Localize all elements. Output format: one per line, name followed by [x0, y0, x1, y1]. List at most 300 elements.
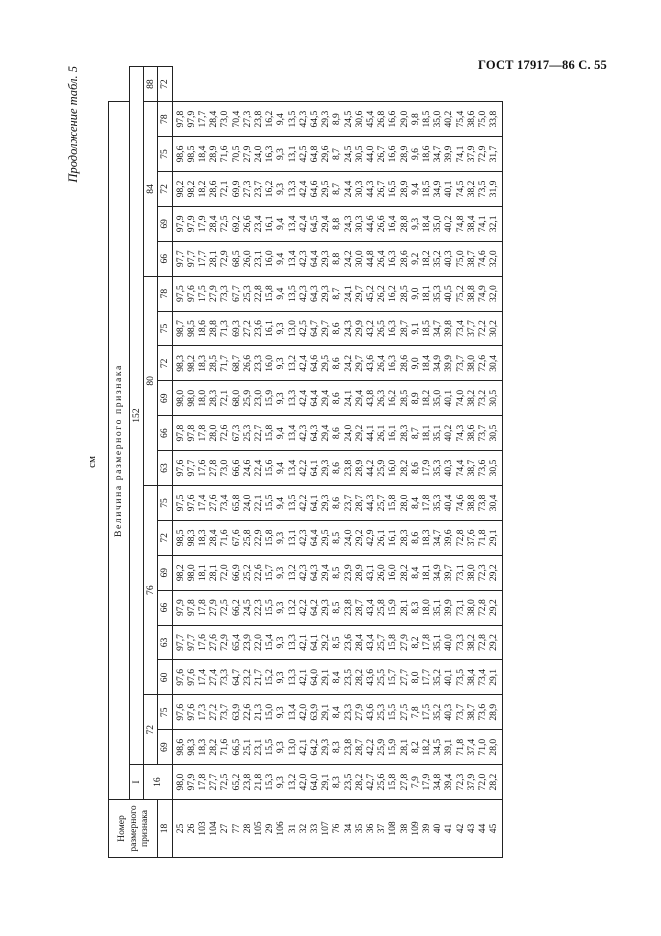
- row-number-cell: 107: [320, 800, 331, 858]
- value-cell: 35,1: [432, 590, 443, 625]
- row-number-cell: 37: [376, 800, 387, 858]
- value-cell: 26,1: [376, 520, 387, 555]
- value-cell: 71,3: [219, 311, 230, 346]
- value-cell: 98,6: [172, 730, 186, 765]
- value-cell: 71,0: [477, 730, 488, 765]
- row-number-cell: 34: [343, 800, 354, 858]
- value-cell: 70,4: [231, 102, 242, 137]
- value-cell: 43,6: [365, 346, 376, 381]
- value-cell: 72,0: [477, 765, 488, 800]
- value-cell: 29,3: [320, 485, 331, 520]
- value-cell: 67,7: [231, 276, 242, 311]
- value-cell: 8,4: [410, 485, 421, 520]
- table-row: [186, 67, 197, 858]
- value-cell: 18,0: [197, 381, 208, 416]
- value-cell: 64,4: [309, 241, 320, 276]
- value-cell: 23,4: [253, 206, 264, 241]
- value-cell: 97,7: [172, 241, 186, 276]
- value-cell: 30,6: [354, 102, 365, 137]
- value-cell: 26,0: [242, 241, 253, 276]
- value-cell: 29,3: [320, 451, 331, 486]
- table-row: [320, 67, 331, 858]
- value-cell: 30,2: [488, 311, 502, 346]
- value-cell: 27,9: [354, 695, 365, 730]
- value-cell: 27,4: [208, 660, 219, 695]
- value-cell: 97,9: [172, 590, 186, 625]
- value-cell: 63,9: [231, 695, 242, 730]
- value-cell: 22,1: [253, 485, 264, 520]
- value-cell: 13,2: [287, 590, 298, 625]
- data-table: [108, 66, 503, 858]
- value-cell: 42,4: [298, 346, 309, 381]
- value-cell: 72,9: [219, 241, 230, 276]
- value-cell: 98,7: [172, 311, 186, 346]
- value-cell: 71,7: [219, 346, 230, 381]
- value-cell: 15,8: [387, 625, 398, 660]
- value-cell: 42,7: [365, 765, 376, 800]
- value-cell: 9,3: [275, 555, 286, 590]
- value-cell: 43,6: [365, 660, 376, 695]
- value-cell: 73,4: [219, 485, 230, 520]
- value-cell: 7,9: [410, 765, 421, 800]
- value-cell: 13,5: [287, 102, 298, 137]
- value-cell: 66,2: [231, 590, 242, 625]
- value-cell: 66,9: [231, 555, 242, 590]
- value-cell: 28,7: [354, 730, 365, 765]
- value-cell: 64,3: [309, 416, 320, 451]
- value-cell: 44,0: [365, 137, 376, 172]
- value-cell: 15,8: [264, 416, 275, 451]
- value-cell: 24,0: [242, 485, 253, 520]
- value-cell: 68,7: [231, 346, 242, 381]
- value-cell: 13,3: [287, 171, 298, 206]
- value-cell: 15,3: [264, 765, 275, 800]
- value-cell: 40,3: [443, 451, 454, 486]
- value-cell: 34,9: [432, 555, 443, 590]
- value-cell: 72,5: [219, 206, 230, 241]
- value-cell: 74,5: [455, 171, 466, 206]
- value-cell: 8,4: [410, 555, 421, 590]
- row-number-cell: 33: [309, 800, 320, 858]
- value-cell: 28,3: [208, 381, 219, 416]
- value-cell: 8,3: [331, 765, 342, 800]
- value-cell: 64,4: [309, 381, 320, 416]
- value-cell: 38,6: [466, 416, 477, 451]
- value-cell: 73,3: [219, 276, 230, 311]
- value-cell: 17,7: [197, 241, 208, 276]
- value-cell: 97,6: [186, 660, 197, 695]
- value-cell: 28,4: [208, 102, 219, 137]
- value-cell: 64,3: [309, 555, 320, 590]
- value-cell: 17,8: [421, 485, 432, 520]
- value-cell: 24,0: [343, 416, 354, 451]
- value-cell: 18,5: [421, 311, 432, 346]
- value-cell: 30,5: [488, 416, 502, 451]
- value-cell: 13,0: [287, 311, 298, 346]
- value-cell: 18,2: [421, 730, 432, 765]
- value-cell: 8,6: [410, 520, 421, 555]
- value-cell: 23,6: [343, 625, 354, 660]
- value-cell: 9,3: [275, 695, 286, 730]
- value-cell: 8,7: [410, 416, 421, 451]
- value-cell: 97,9: [186, 102, 197, 137]
- value-cell: 8,7: [331, 137, 342, 172]
- value-cell: 30,5: [488, 451, 502, 486]
- value-cell: 69,2: [231, 206, 242, 241]
- table-row: [253, 67, 264, 858]
- value-cell: 16,2: [264, 102, 275, 137]
- value-cell: 28,1: [208, 555, 219, 590]
- table-row: [208, 67, 219, 858]
- value-cell: 17,5: [197, 276, 208, 311]
- value-cell: 9,4: [275, 485, 286, 520]
- value-cell: 97,5: [172, 276, 186, 311]
- value-cell: 28,0: [488, 730, 502, 765]
- value-cell: 17,4: [197, 485, 208, 520]
- value-cell: 16,0: [264, 241, 275, 276]
- value-cell: 17,9: [421, 765, 432, 800]
- value-cell: 28,5: [399, 381, 410, 416]
- value-cell: 29,3: [320, 590, 331, 625]
- value-cell: 28,4: [354, 625, 365, 660]
- value-cell: 8,4: [331, 695, 342, 730]
- value-cell: 40,4: [443, 485, 454, 520]
- value-cell: 29,2: [320, 625, 331, 660]
- value-cell: 97,7: [172, 625, 186, 660]
- group-76: 76: [144, 485, 158, 694]
- value-cell: 73,3: [455, 625, 466, 660]
- value-cell: 97,5: [172, 485, 186, 520]
- value-cell: 98,3: [186, 520, 197, 555]
- value-cell: 22,6: [242, 695, 253, 730]
- value-cell: 15,0: [264, 695, 275, 730]
- value-cell: 24,1: [343, 276, 354, 311]
- value-cell: 29,7: [354, 346, 365, 381]
- value-cell: 38,6: [466, 102, 477, 137]
- value-cell: 40,0: [443, 625, 454, 660]
- value-cell: 97,9: [172, 206, 186, 241]
- value-cell: 26,0: [376, 555, 387, 590]
- value-cell: 15,8: [387, 765, 398, 800]
- value-cell: 98,2: [186, 346, 197, 381]
- value-cell: 23,3: [253, 346, 264, 381]
- value-cell: 98,2: [172, 171, 186, 206]
- value-cell: 97,9: [186, 206, 197, 241]
- value-cell: 29,2: [488, 555, 502, 590]
- value-cell: 74,4: [455, 451, 466, 486]
- value-cell: 22,8: [253, 276, 264, 311]
- row-number-cell: 45: [488, 800, 502, 858]
- value-cell: 18,5: [421, 102, 432, 137]
- value-cell: 15,5: [264, 485, 275, 520]
- value-cell: 30,4: [488, 346, 502, 381]
- value-cell: 25,9: [376, 451, 387, 486]
- value-cell: 27,9: [208, 276, 219, 311]
- value-cell: 71,6: [219, 137, 230, 172]
- value-cell: 9,3: [275, 171, 286, 206]
- value-cell: 18,3: [197, 346, 208, 381]
- value-cell: 26,6: [376, 206, 387, 241]
- value-cell: 42,4: [298, 206, 309, 241]
- page-header: ГОСТ 17917—86 С. 55: [478, 58, 607, 72]
- value-cell: 8,2: [410, 625, 421, 660]
- value-cell: 64,5: [309, 206, 320, 241]
- value-cell: 9,4: [275, 241, 286, 276]
- value-cell: 37,7: [466, 311, 477, 346]
- row-number-cell: 106: [275, 800, 286, 858]
- value-cell: 42,3: [298, 102, 309, 137]
- value-cell: 28,4: [208, 206, 219, 241]
- value-cell: 69,3: [231, 311, 242, 346]
- value-cell: 42,2: [298, 590, 309, 625]
- value-cell: 8,3: [331, 730, 342, 765]
- value-cell: 35,2: [432, 660, 443, 695]
- value-cell: 8,6: [410, 451, 421, 486]
- value-cell: 35,0: [432, 381, 443, 416]
- value-cell: 28,2: [399, 451, 410, 486]
- value-cell: 68,0: [231, 381, 242, 416]
- value-cell: 30,3: [354, 171, 365, 206]
- value-cell: 22,4: [253, 451, 264, 486]
- subheader-cell: 69: [158, 206, 172, 241]
- value-cell: 23,1: [253, 730, 264, 765]
- value-cell: 24,5: [343, 102, 354, 137]
- value-cell: 28,5: [399, 276, 410, 311]
- value-cell: 73,0: [219, 451, 230, 486]
- value-cell: 27,9: [242, 137, 253, 172]
- value-cell: 21,7: [253, 660, 264, 695]
- value-cell: 42,4: [298, 381, 309, 416]
- value-cell: 28,8: [208, 311, 219, 346]
- subheader-cell: 78: [158, 276, 172, 311]
- rotated-table-block: [66, 66, 628, 858]
- value-cell: 38,7: [466, 241, 477, 276]
- value-cell: 18,2: [197, 171, 208, 206]
- value-cell: 26,7: [376, 137, 387, 172]
- value-cell: 64,2: [309, 590, 320, 625]
- value-cell: 27,6: [208, 485, 219, 520]
- value-cell: 44,3: [365, 485, 376, 520]
- value-cell: 97,6: [186, 695, 197, 730]
- value-cell: 66,6: [231, 451, 242, 486]
- value-cell: 24,5: [242, 590, 253, 625]
- value-cell: 27,8: [208, 451, 219, 486]
- value-cell: 23,5: [343, 660, 354, 695]
- value-cell: 9,3: [410, 206, 421, 241]
- value-cell: 37,4: [466, 730, 477, 765]
- row-number-cell: 28: [242, 800, 253, 858]
- value-cell: 9,3: [275, 381, 286, 416]
- value-cell: 29,2: [488, 590, 502, 625]
- subheader-cell: 69: [158, 555, 172, 590]
- value-cell: 29,0: [399, 102, 410, 137]
- value-cell: 16,1: [387, 416, 398, 451]
- value-cell: 73,1: [455, 590, 466, 625]
- subheader-cell: 72: [158, 171, 172, 206]
- row-number-cell: 103: [197, 800, 208, 858]
- value-cell: 35,2: [432, 241, 443, 276]
- value-cell: 28,9: [399, 171, 410, 206]
- row-number-cell: 32: [298, 800, 309, 858]
- value-cell: 23,9: [343, 555, 354, 590]
- value-cell: 26,2: [376, 276, 387, 311]
- value-cell: 28,7: [354, 485, 365, 520]
- value-cell: 8,5: [331, 590, 342, 625]
- value-cell: 28,8: [399, 206, 410, 241]
- value-cell: 34,7: [432, 137, 443, 172]
- value-cell: 26,6: [242, 346, 253, 381]
- value-cell: 27,2: [242, 311, 253, 346]
- value-cell: 42,5: [298, 137, 309, 172]
- value-cell: 37,9: [466, 137, 477, 172]
- value-cell: 17,8: [421, 625, 432, 660]
- value-cell: 24,3: [343, 206, 354, 241]
- value-cell: 13,0: [287, 730, 298, 765]
- value-cell: 45,4: [365, 102, 376, 137]
- value-cell: 22,0: [253, 625, 264, 660]
- row-number-cell: 38: [399, 800, 410, 858]
- value-cell: 16,0: [387, 451, 398, 486]
- value-cell: 73,2: [477, 381, 488, 416]
- value-cell: 28,2: [488, 765, 502, 800]
- value-cell: 42,9: [365, 520, 376, 555]
- value-cell: 44,2: [365, 451, 376, 486]
- value-cell: 35,0: [432, 102, 443, 137]
- value-cell: 16,3: [264, 137, 275, 172]
- value-cell: 72,3: [455, 765, 466, 800]
- value-cell: 29,2: [354, 520, 365, 555]
- value-cell: 16,4: [387, 206, 398, 241]
- value-cell: 97,7: [186, 451, 197, 486]
- value-cell: 13,2: [287, 346, 298, 381]
- table-row: [331, 67, 342, 858]
- value-cell: 16,1: [387, 520, 398, 555]
- value-cell: 18,1: [421, 276, 432, 311]
- value-cell: 8,6: [331, 381, 342, 416]
- value-cell: 15,5: [264, 590, 275, 625]
- subheader-cell: 75: [158, 695, 172, 730]
- value-cell: 72,1: [219, 171, 230, 206]
- value-cell: 18,4: [197, 137, 208, 172]
- value-cell: 17,3: [197, 695, 208, 730]
- value-cell: 24,5: [343, 137, 354, 172]
- value-cell: 9,3: [275, 730, 286, 765]
- value-cell: 42,0: [298, 695, 309, 730]
- value-cell: 9,3: [275, 765, 286, 800]
- value-cell: 44,1: [365, 416, 376, 451]
- value-cell: 28,6: [399, 241, 410, 276]
- value-cell: 25,7: [376, 625, 387, 660]
- value-cell: 25,8: [376, 590, 387, 625]
- value-cell: 74,6: [477, 241, 488, 276]
- group-72: 72: [144, 695, 158, 765]
- value-cell: 9,8: [410, 102, 421, 137]
- value-cell: 8,6: [331, 451, 342, 486]
- subheader-cell: 72: [158, 520, 172, 555]
- value-cell: 9,0: [410, 276, 421, 311]
- value-cell: 37,9: [466, 765, 477, 800]
- value-cell: 24,0: [253, 137, 264, 172]
- value-cell: 35,3: [432, 276, 443, 311]
- col1-bottom: 18: [158, 800, 172, 858]
- value-cell: 72,5: [219, 590, 230, 625]
- table-row: [477, 67, 488, 858]
- value-cell: 9,0: [410, 346, 421, 381]
- value-cell: 64,7: [231, 660, 242, 695]
- value-cell: 23,6: [253, 311, 264, 346]
- row-number-cell: 77: [231, 800, 242, 858]
- value-cell: 29,1: [488, 520, 502, 555]
- value-cell: 15,8: [264, 276, 275, 311]
- value-cell: 18,1: [421, 555, 432, 590]
- table-row: [197, 67, 208, 858]
- value-cell: 29,5: [320, 520, 331, 555]
- value-cell: 43,6: [365, 695, 376, 730]
- value-cell: 35,1: [432, 625, 443, 660]
- value-cell: 44,8: [365, 241, 376, 276]
- value-cell: 40,5: [443, 276, 454, 311]
- value-cell: 9,3: [275, 590, 286, 625]
- value-cell: 24,2: [343, 241, 354, 276]
- value-cell: 64,5: [309, 102, 320, 137]
- value-cell: 68,5: [231, 241, 242, 276]
- value-cell: 31,9: [488, 171, 502, 206]
- value-cell: 23,8: [253, 102, 264, 137]
- value-cell: 65,2: [231, 765, 242, 800]
- value-cell: 45,2: [365, 276, 376, 311]
- value-cell: 18,1: [421, 416, 432, 451]
- value-cell: 26,1: [376, 416, 387, 451]
- table-row: [309, 67, 320, 858]
- value-cell: 18,3: [421, 520, 432, 555]
- value-cell: 25,7: [376, 485, 387, 520]
- value-cell: 25,2: [242, 555, 253, 590]
- value-cell: 23,1: [253, 241, 264, 276]
- value-cell: 24,4: [343, 171, 354, 206]
- table-row: [421, 67, 432, 858]
- row-number-cell: 31: [287, 800, 298, 858]
- value-cell: 27,7: [208, 765, 219, 800]
- value-cell: 13,3: [287, 660, 298, 695]
- value-cell: 33,8: [488, 102, 502, 137]
- value-cell: 28,3: [399, 416, 410, 451]
- value-cell: 42,4: [298, 171, 309, 206]
- value-cell: 18,6: [421, 137, 432, 172]
- value-cell: 28,9: [354, 451, 365, 486]
- value-cell: 9,3: [275, 625, 286, 660]
- value-cell: 97,8: [172, 416, 186, 451]
- value-cell: 8,9: [410, 381, 421, 416]
- value-cell: 38,2: [466, 171, 477, 206]
- value-cell: 26,3: [376, 381, 387, 416]
- value-cell: 15,5: [387, 695, 398, 730]
- value-cell: 72,2: [477, 311, 488, 346]
- value-cell: 64,0: [309, 765, 320, 800]
- value-cell: 23,3: [343, 695, 354, 730]
- value-cell: 97,7: [186, 625, 197, 660]
- value-cell: 17,6: [197, 451, 208, 486]
- value-cell: 29,5: [320, 346, 331, 381]
- value-cell: 15,8: [264, 520, 275, 555]
- value-cell: 18,0: [421, 590, 432, 625]
- value-cell: 25,1: [242, 730, 253, 765]
- value-cell: 75,2: [455, 276, 466, 311]
- value-cell: 69,9: [231, 171, 242, 206]
- value-cell: 44,6: [365, 206, 376, 241]
- table-row: [231, 67, 242, 858]
- table-row: [264, 67, 275, 858]
- group-88: 88: [144, 67, 158, 102]
